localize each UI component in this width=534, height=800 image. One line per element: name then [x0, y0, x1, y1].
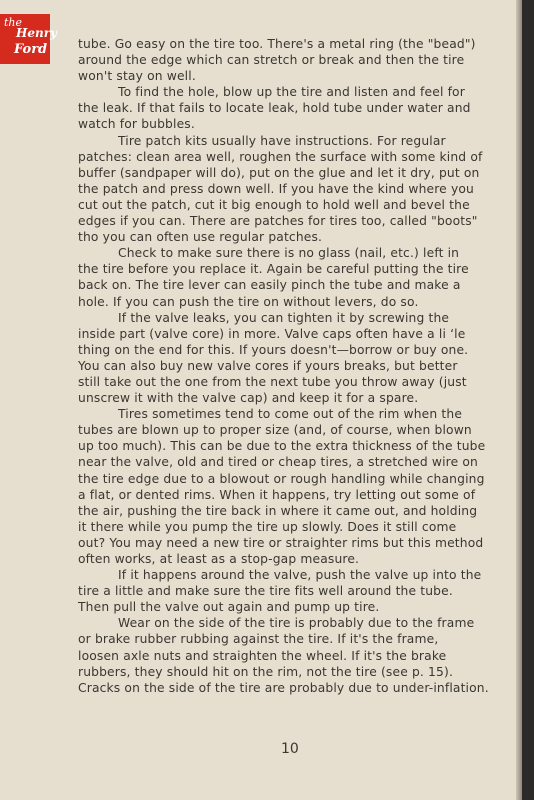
text-line: Wear on the side of the tire is probably due to the frame	[118, 616, 475, 631]
text-line: hole. If you can push the tire on without levers, do so.	[78, 294, 419, 309]
text-line: watch for bubbles.	[78, 117, 195, 132]
text-line: tho you can often use regular patches.	[78, 230, 323, 245]
text-line: a flat, or dented rims. When it happens, try letting out some of	[78, 487, 476, 502]
text-line: the leak. If that fails to locate leak, hold tube under water and	[78, 101, 471, 116]
text-line: rubbers, they should hit on the rim, not the tire (see p. 15).	[78, 664, 453, 679]
text-line: back on. The tire lever can easily pinch the tube and make a	[78, 278, 461, 293]
text-line: the tire before you replace it. Again be careful putting the tire	[78, 262, 469, 277]
page-number: 10	[281, 741, 299, 757]
text-line: around the edge which can stretch or break and then the tire	[78, 53, 465, 68]
text-line: the air, pushing the tire back in where it came out, and holding	[78, 503, 478, 518]
text-line: the tire edge due to a blowout or rough handling while changing	[78, 471, 485, 486]
text-line: edges if you can. There are patches for tires too, called "boots"	[78, 214, 478, 229]
text-line: Tires sometimes tend to come out of the rim when the	[118, 407, 463, 422]
text-line: buffer (sandpaper will do), put on the glue and let it dry, put on	[78, 165, 480, 180]
text-line: If the valve leaks, you can tighten it by screwing the	[118, 310, 450, 325]
text-line: the patch and press down well. If you have the kind where you	[78, 181, 475, 196]
text-line: Tire patch kits usually have instructions. For regular	[118, 133, 446, 148]
logo-the: the	[4, 16, 23, 29]
text-line: patches: clean area well, roughen the surface with some kind of	[78, 149, 483, 164]
text-line: tube. Go easy on the tire too. There's a metal ring (the "bead")	[78, 37, 476, 51]
text-line: tire a little and make sure the tire fits well around the tube.	[78, 584, 453, 599]
text-line: it there while you pump the tire up slowly. Does it still come	[78, 519, 457, 534]
text-line: still take out the one from the next tube you throw away (just	[78, 374, 467, 389]
text-line: thing on the end for this. If yours doesn't—borrow or buy one.	[78, 342, 469, 357]
text-line: often works, at least as a stop-gap measure.	[78, 552, 360, 566]
text-line: unscrew it with the valve cap) and keep it for a spare.	[78, 391, 419, 406]
text-line: near the valve, old and tired or cheap tires, a stretched wire on	[78, 455, 478, 470]
logo-ford: Ford	[14, 42, 48, 57]
text-line: inside part (valve core) in more. Valve caps often have a li ‘le	[78, 326, 466, 341]
body-text	[78, 36, 496, 696]
book-spine	[522, 0, 534, 800]
text-line: loosen axle nuts and straighten the wheel. If it's the brake	[78, 648, 447, 663]
logo-henry: Henry	[16, 26, 57, 40]
text-line: Check to make sure there is no glass (nail, etc.) left in	[118, 246, 460, 261]
text-line: If it happens around the valve, push the valve up into the	[118, 568, 482, 583]
text-line: up too much). This can be due to the extra thickness of the tube	[78, 439, 486, 454]
text-line: To find the hole, blow up the tire and listen and feel for	[118, 85, 465, 100]
text-line: You can also buy new valve cores if yours breaks, but better	[78, 358, 458, 373]
text-line: tubes are blown up to proper size (and, of course, when blown	[78, 423, 472, 438]
henry-ford-logo	[0, 14, 57, 64]
text-line: won't stay on well.	[78, 69, 196, 84]
text-line: or brake rubber rubbing against the tire. If it's the frame,	[78, 632, 439, 647]
text-line: Then pull the valve out again and pump up tire.	[78, 600, 380, 615]
text-line: out? You may need a new tire or straighter rims but this method	[78, 535, 484, 550]
text-line: cut out the patch, cut it big enough to hold well and bevel the	[78, 197, 470, 212]
text-line: Cracks on the side of the tire are probably due to under-inflation.	[78, 680, 489, 695]
